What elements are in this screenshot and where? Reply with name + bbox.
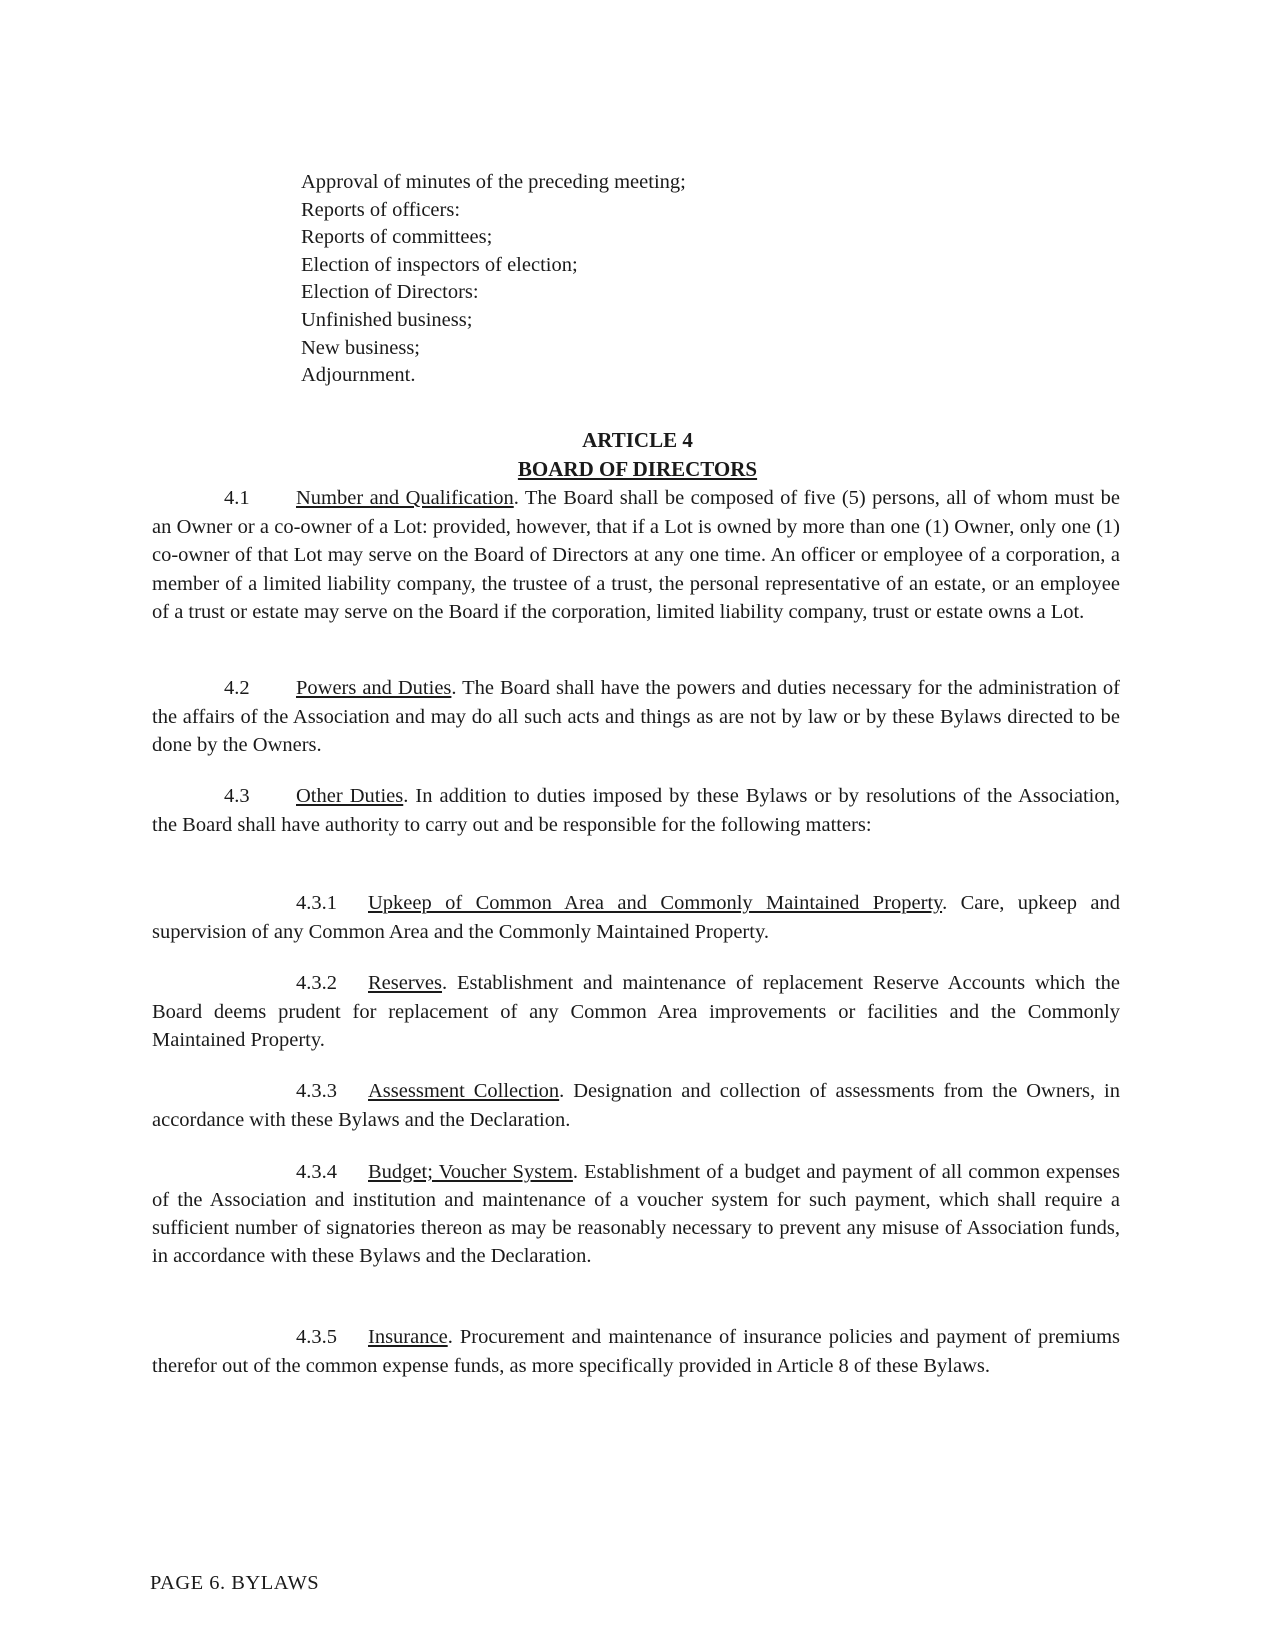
agenda-item: Election of inspectors of election;: [301, 253, 578, 276]
section-text: . Care, upkeep and supervision of any Common Area and the Commonly Maintained Property.: [152, 892, 1120, 943]
agenda-item: Election of Directors:: [301, 281, 479, 304]
article-subtitle: BOARD OF DIRECTORS: [517, 457, 758, 481]
section-text: . The Board shall have the powers and duties necessary for the administration of the affairs of the Association and may do all such acts and things as are not by law or by these Bylaws directed to be done by the Owners.: [152, 677, 1120, 757]
section-text: . In addition to duties imposed by these Bylaws or by resolutions of the Association, the Board shall have authority to carry out and be responsible for the following matters:: [152, 785, 1121, 836]
section-4-2: [152, 674, 1120, 760]
agenda-item: Reports of committees;: [301, 226, 493, 249]
section-heading: Reserves: [368, 972, 443, 994]
section-number: 4.3.1: [296, 892, 337, 914]
section-heading: Assessment Collection: [368, 1080, 560, 1102]
section-number: 4.3.4: [296, 1161, 337, 1183]
section-number: 4.2: [224, 677, 250, 699]
section-heading: Powers and Duties: [296, 677, 452, 699]
section-4-3-5: [152, 1323, 1120, 1380]
section-number: 4.3.2: [296, 972, 337, 994]
section-heading: Budget; Voucher System: [368, 1161, 573, 1183]
section-number: 4.3.3: [296, 1080, 337, 1102]
section-heading: Upkeep of Common Area and Commonly Maintained Property: [368, 892, 943, 914]
article-heading: [0, 426, 1275, 484]
agenda-item: Reports of officers:: [301, 198, 461, 221]
section-4-1: [152, 484, 1120, 627]
article-title: ARTICLE 4: [582, 428, 693, 452]
section-4-3-3: [152, 1077, 1120, 1134]
section-4-3: [152, 782, 1120, 839]
section-number: 4.3.5: [296, 1326, 337, 1348]
agenda-item: Unfinished business;: [301, 308, 473, 331]
agenda-item: Adjournment.: [301, 364, 416, 387]
agenda-item: Approval of minutes of the preceding meeting;: [301, 171, 686, 193]
section-text: . Procurement and maintenance of insurance policies and payment of premiums therefor out of the common expense funds, as more specifically provided in Article 8 of these Bylaws.: [152, 1326, 1120, 1377]
section-text: . Establishment of a budget and payment of all common expenses of the Association and institution and maintenance of a voucher system for such payment, which shall require a sufficient number of signatories thereon as may be reasonably necessary to prevent any misuse of Association funds, in accordance with these Bylaws and the Declaration.: [152, 1161, 1120, 1267]
section-heading: Insurance: [368, 1326, 448, 1348]
section-text: . The Board shall be composed of five (5) persons, all of whom must be an Owner or a co-owner of a Lot: provided, however, that if a Lot is owned by more than one (1) Owner, only one (1) co-owner of that Lot may serve on the Board of Directors at any one time. An officer or employee of a corporation, a member of a limited liability company, the trustee of a trust, the personal representative of an estate, or an employee of a trust or estate may serve on the Board if the corporation, limited liability company, trust or estate owns a Lot.: [152, 487, 1120, 624]
section-4-3-1: [152, 889, 1120, 946]
section-heading: Other Duties: [296, 785, 404, 807]
section-text: . Establishment and maintenance of replacement Reserve Accounts which the Board deems prudent for replacement of any Common Area improvements or facilities and the Commonly Maintained Property.: [152, 972, 1120, 1052]
section-number: 4.1: [224, 487, 250, 509]
section-heading: Number and Qualification: [296, 487, 514, 509]
section-text: . Designation and collection of assessments from the Owners, in accordance with these Bylaws and the Declaration.: [152, 1080, 1120, 1131]
section-number: 4.3: [224, 785, 250, 807]
agenda-list: [301, 169, 686, 390]
agenda-item: New business;: [301, 336, 421, 359]
section-4-3-4: [152, 1158, 1120, 1270]
page-footer: PAGE 6. BYLAWS: [150, 1572, 320, 1594]
section-4-3-2: [152, 969, 1120, 1055]
